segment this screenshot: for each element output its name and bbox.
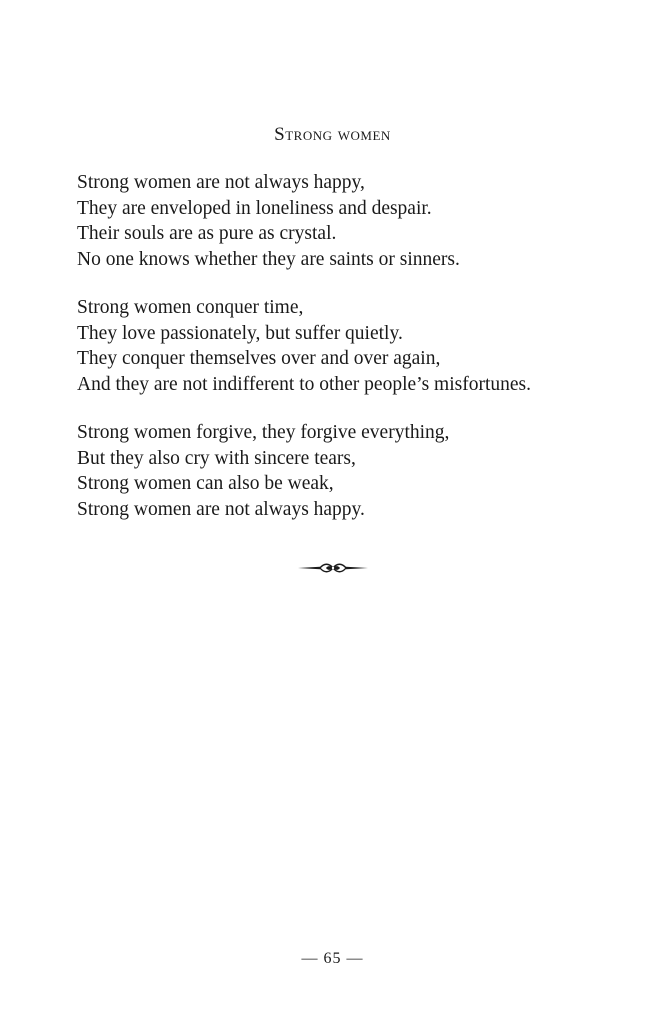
stanza-1 <box>77 170 637 272</box>
poem-line: And they are not indifferent to other people’s misfortunes. <box>77 373 531 395</box>
poem-title: Strong women <box>274 124 391 145</box>
poem-line: Strong women are not always happy. <box>77 498 365 520</box>
poem-line: But they also cry with sincere tears, <box>77 447 356 469</box>
poem-body <box>77 170 637 545</box>
page-number: — 65 — <box>301 950 364 967</box>
poem-line: Their souls are as pure as crystal. <box>77 223 337 244</box>
poem-line: Strong women forgive, they forgive everything, <box>77 422 450 443</box>
poem-line: They love passionately, but suffer quietly. <box>77 322 403 344</box>
poem-line: They are enveloped in loneliness and despair. <box>77 197 432 219</box>
stanza-3 <box>77 420 637 522</box>
flourish-divider-icon <box>298 561 368 575</box>
stanza-2 <box>77 295 637 397</box>
poem-line: Strong women conquer time, <box>77 297 304 318</box>
poem-line: They conquer themselves over and over again, <box>77 348 441 369</box>
poem-line: Strong women are not always happy, <box>77 172 365 193</box>
poem-line: Strong women can also be weak, <box>77 473 334 494</box>
poem-line: No one knows whether they are saints or sinners. <box>77 248 460 270</box>
